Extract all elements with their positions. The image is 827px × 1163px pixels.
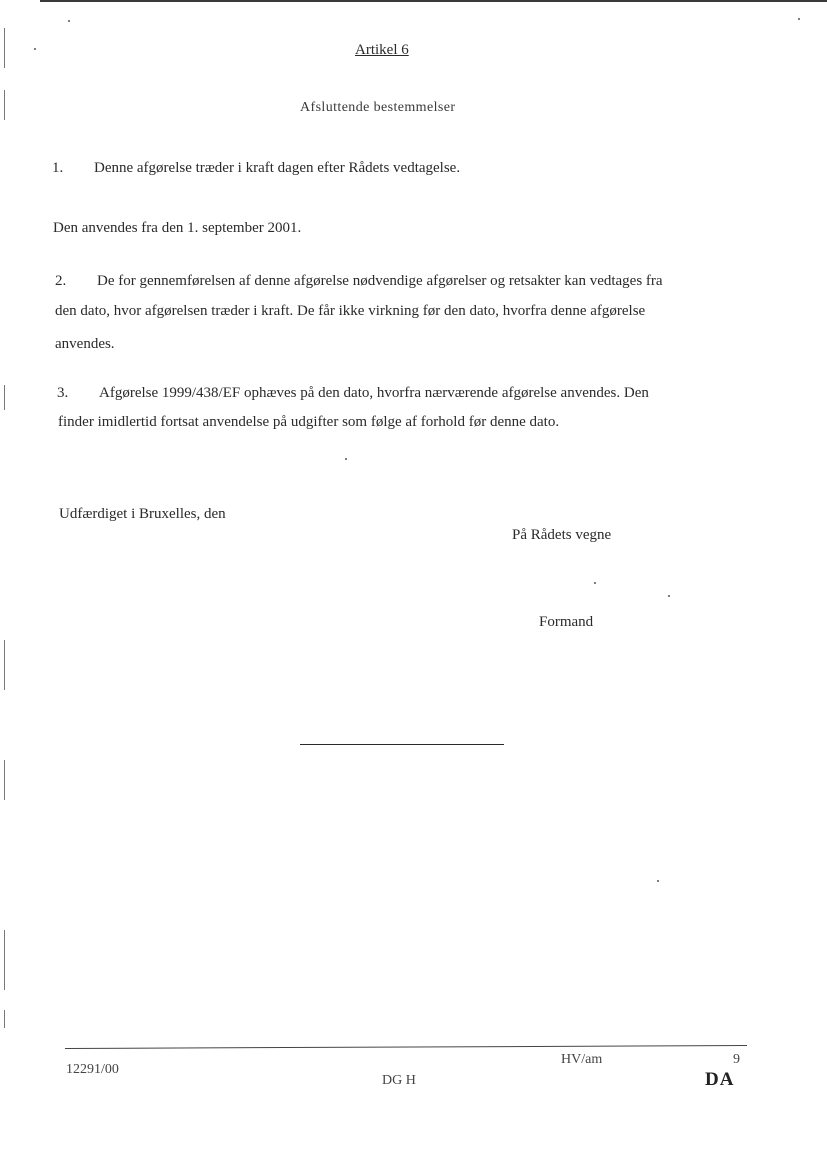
document-reference: 12291/00 [66, 1062, 119, 1077]
scan-speck [345, 458, 347, 460]
scan-edge-mark [4, 90, 5, 120]
signatory-title: Formand [539, 614, 594, 630]
footer-rule [65, 1045, 747, 1049]
paragraph-2-line-2: den dato, hvor afgørelsen træder i kraft. De får ikke virkning før den dato, hvorfra denne afgørelse [55, 303, 646, 319]
paragraph-line: Afgørelse 1999/438/EF ophæves på den dato, hvorfra nærværende afgørelse anvendes. Den [99, 385, 649, 401]
language-code: DA [705, 1069, 735, 1090]
scan-speck [657, 880, 659, 882]
scan-edge-mark [4, 930, 5, 990]
paragraph-line: Denne afgørelse træder i kraft dagen efter Rådets vedtagelse. [94, 160, 461, 176]
scan-edge-mark [4, 385, 5, 410]
article-subheading: Afsluttende bestemmelser [300, 100, 456, 115]
scan-speck [34, 48, 36, 50]
on-behalf-of: På Rådets vegne [512, 527, 612, 543]
scan-speck [798, 18, 800, 20]
paragraph-2-line-3: anvendes. [55, 336, 115, 352]
signature-line [300, 744, 504, 745]
paragraph-3-line-1 [57, 385, 649, 402]
article-heading: Artikel 6 [355, 42, 409, 58]
paragraph-3-line-2: finder imidlertid fortsat anvendelse på udgifter som følge af forhold før denne dato. [58, 414, 560, 430]
paragraph-2-line-1 [55, 273, 663, 290]
scan-speck [668, 595, 670, 597]
top-scan-edge [40, 0, 827, 2]
scan-edge-mark [4, 640, 5, 690]
scan-speck [68, 20, 70, 22]
paragraph-number: 1. [52, 160, 64, 176]
paragraph-1 [52, 160, 460, 177]
paragraph-line: Den anvendes fra den 1. september 2001. [53, 220, 302, 236]
author-initials: HV/am [561, 1052, 603, 1067]
paragraph-1-continued [53, 220, 301, 237]
paragraph-number: 3. [57, 385, 69, 401]
scan-edge-mark [4, 1010, 5, 1028]
page-number: 9 [733, 1052, 740, 1067]
paragraph-number: 2. [55, 273, 67, 289]
scan-speck [594, 582, 596, 584]
paragraph-line: De for gennemførelsen af denne afgørelse nødvendige afgørelser og retsakter kan vedtages fra [97, 273, 663, 289]
scan-edge-mark [4, 760, 5, 800]
directorate: DG H [382, 1073, 416, 1088]
scan-edge-mark [4, 28, 5, 68]
closing-place: Udfærdiget i Bruxelles, den [59, 506, 226, 522]
